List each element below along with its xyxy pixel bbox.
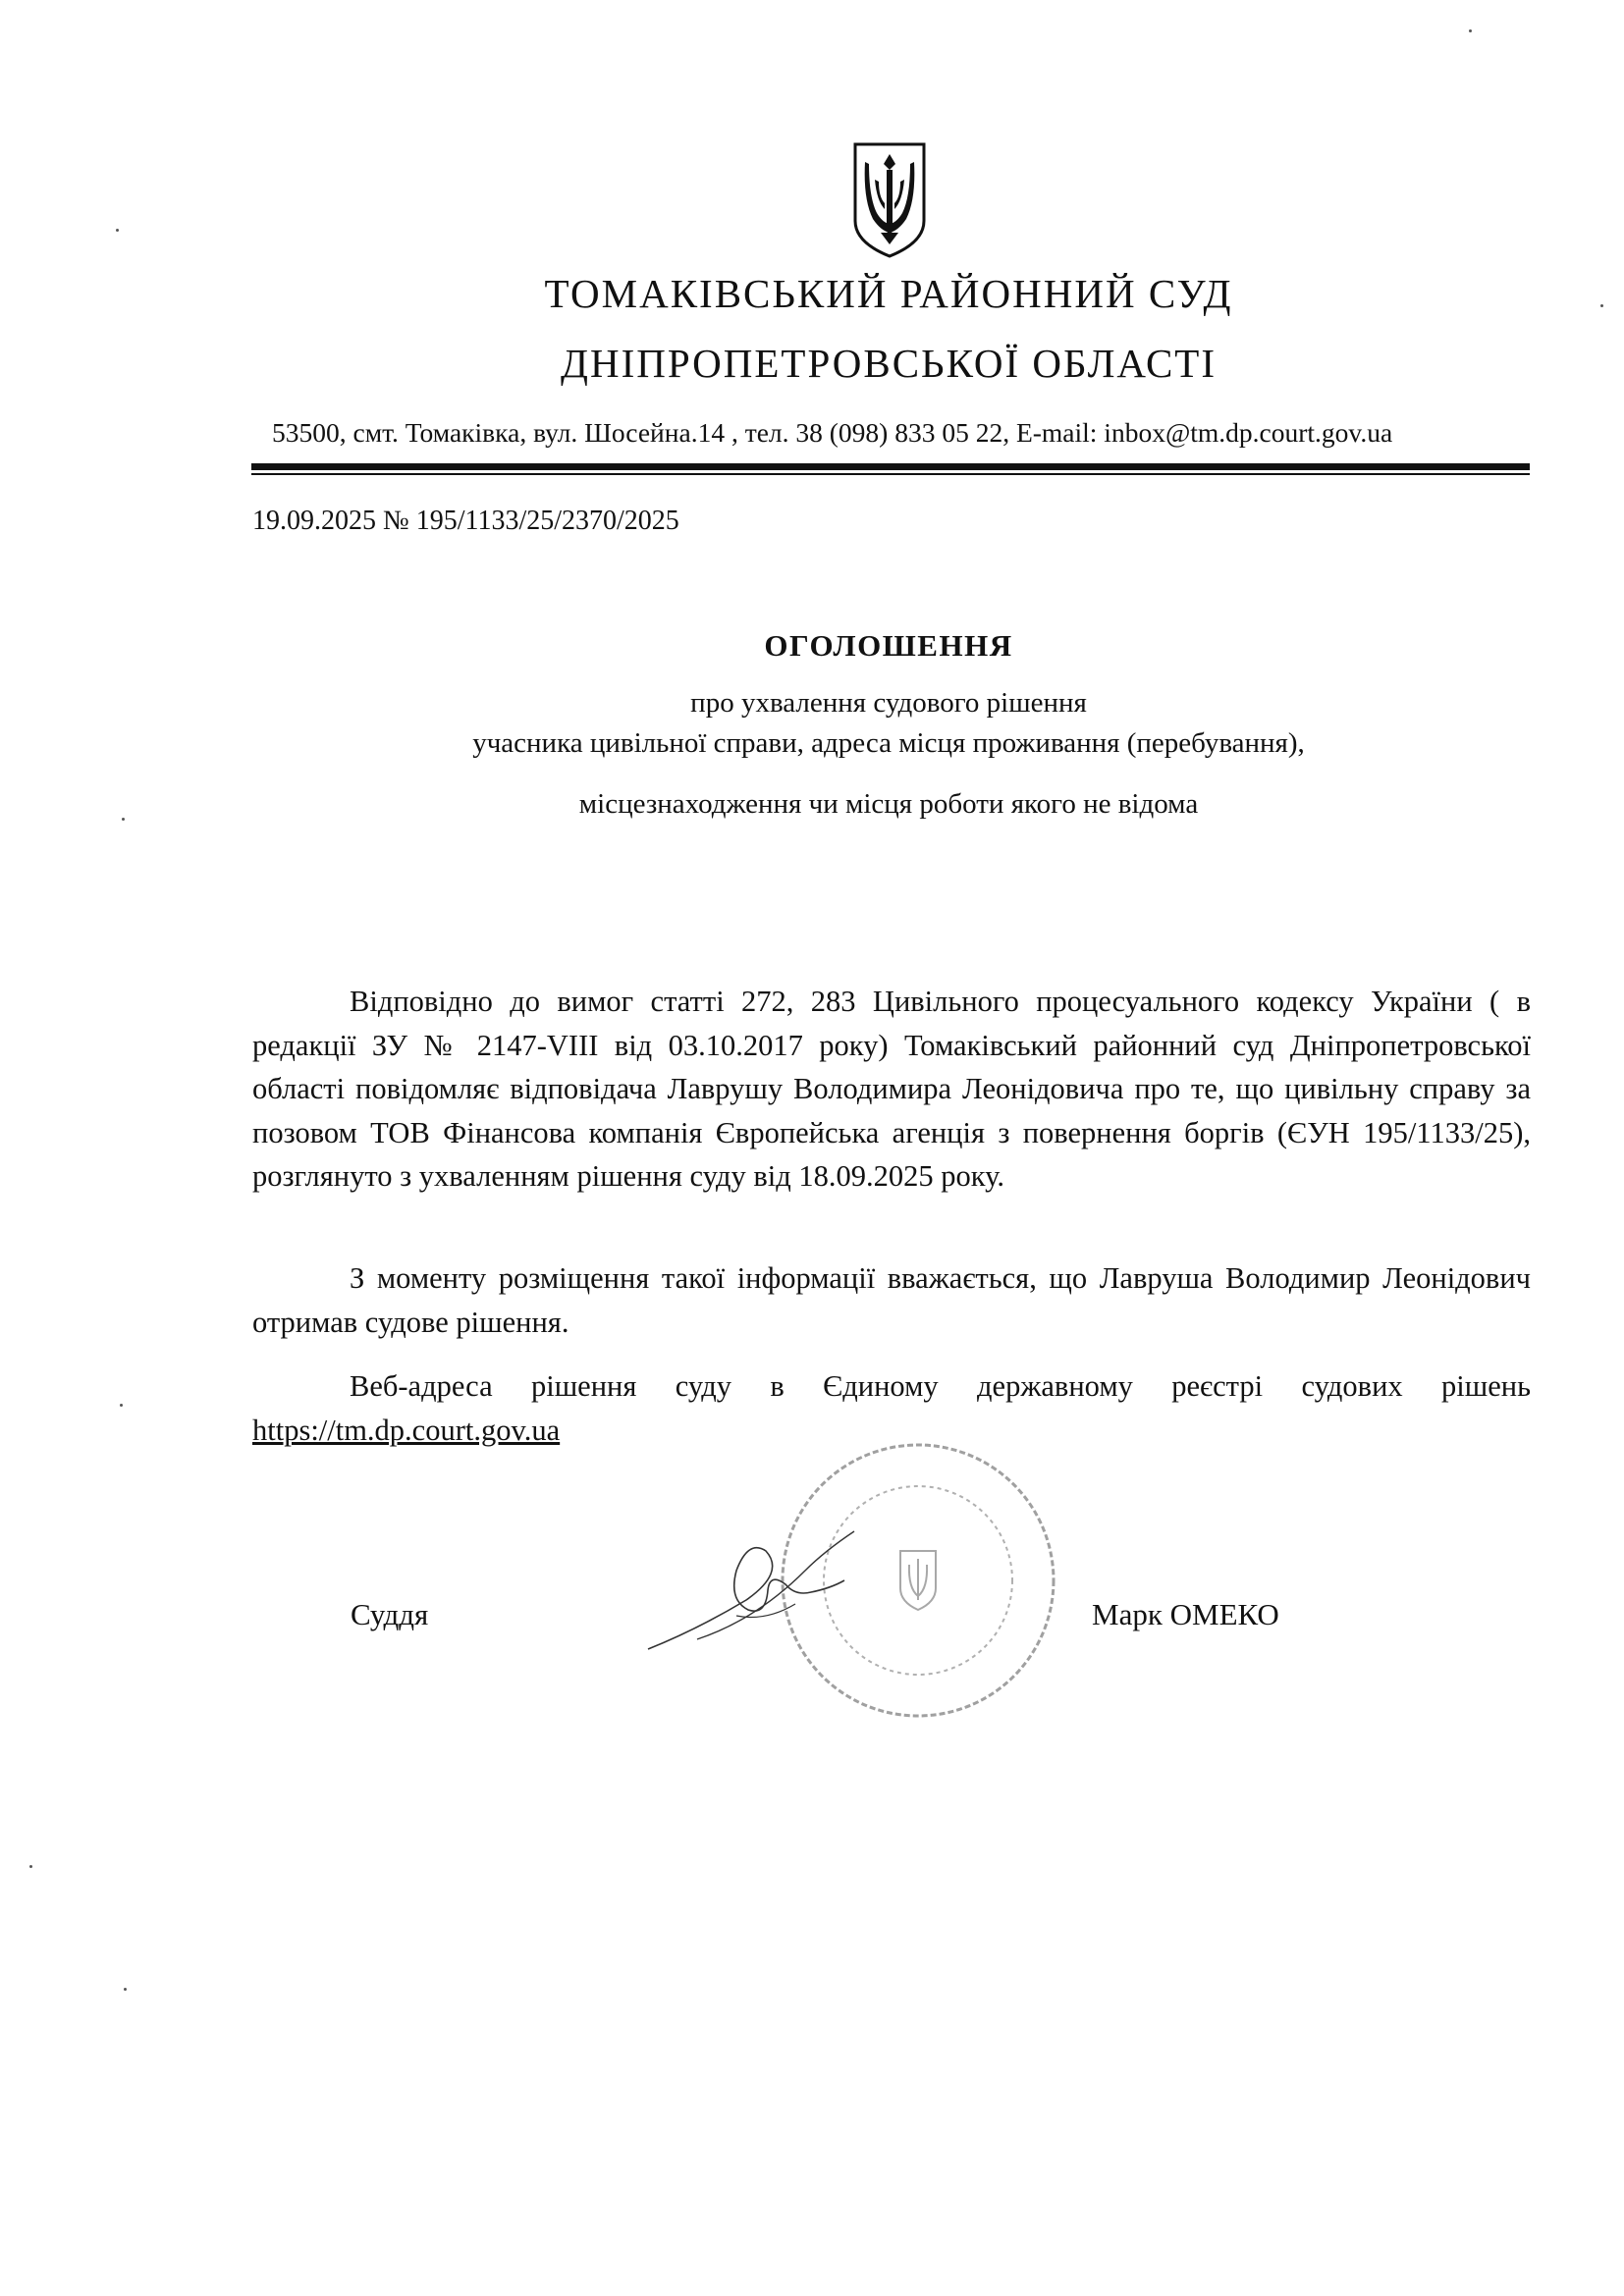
signature-label: Суддя [351,1597,429,1631]
scan-speck [122,818,125,821]
scan-speck [1469,29,1472,32]
notice-title: ОГОЛОШЕННЯ [764,628,1013,663]
header-divider-thick [251,463,1530,470]
scan-speck [29,1865,32,1868]
court-name-line1: ТОМАКІВСЬКИЙ РАЙОННИЙ СУД [544,271,1233,316]
judge-signature [638,1502,884,1679]
body-paragraph-2 [252,1256,1531,1344]
scan-speck [120,1404,123,1407]
trident-emblem-icon [851,140,928,260]
header-divider-thin [251,473,1530,475]
notice-subtitle-line2: учасника цивільної справи, адреса місця проживання (перебування), [472,727,1305,759]
judge-name: Марк ОМЕКО [1092,1597,1279,1631]
registry-link[interactable]: https://tm.dp.court.gov.ua [252,1413,561,1447]
notice-subtitle-line1: про ухвалення судового рішення [690,687,1087,719]
paragraph-3-text: Веб-адреса рішення суду в Єдиному державному реєстрі судових рішень [350,1369,1531,1403]
scan-speck [124,1988,127,1991]
scan-speck [116,229,119,232]
court-address: 53500, смт. Томаківка, вул. Шосейна.14 , тел. 38 (098) 833 05 22, E-mail: inbox@tm.dp.court.gov.ua [272,417,1393,448]
body-paragraph-1 [252,980,1531,1199]
document-reference: 19.09.2025 № 195/1133/25/2370/2025 [252,506,679,536]
scan-speck [1600,304,1603,307]
paragraph-1-text: Відповідно до вимог статті 272, 283 Цивільного процесуального кодексу України ( в редакції ЗУ № 2147-VIII від 03.10.2017 року) Томаківський районний суд Дніпропетровської області повідомляє відповідача Лаврушу Володимира Леонідовича про те, що цивільну справу за позовом ТОВ Фінансова компанія Європейська агенція з повернення боргів (ЄУН 195/1133/25), розглянуто з ухваленням рішення суду від 18.09.2025 року. [252,985,1531,1193]
notice-subtitle-line3: місцезнаходження чи місця роботи якого не відома [578,788,1199,820]
paragraph-2-text: З моменту розміщення такої інформації вважається, що Лавруша Володимир Леонідович отримав судове рішення. [252,1261,1531,1339]
court-name-line2: ДНІПРОПЕТРОВСЬКОЇ ОБЛАСТІ [561,341,1217,386]
